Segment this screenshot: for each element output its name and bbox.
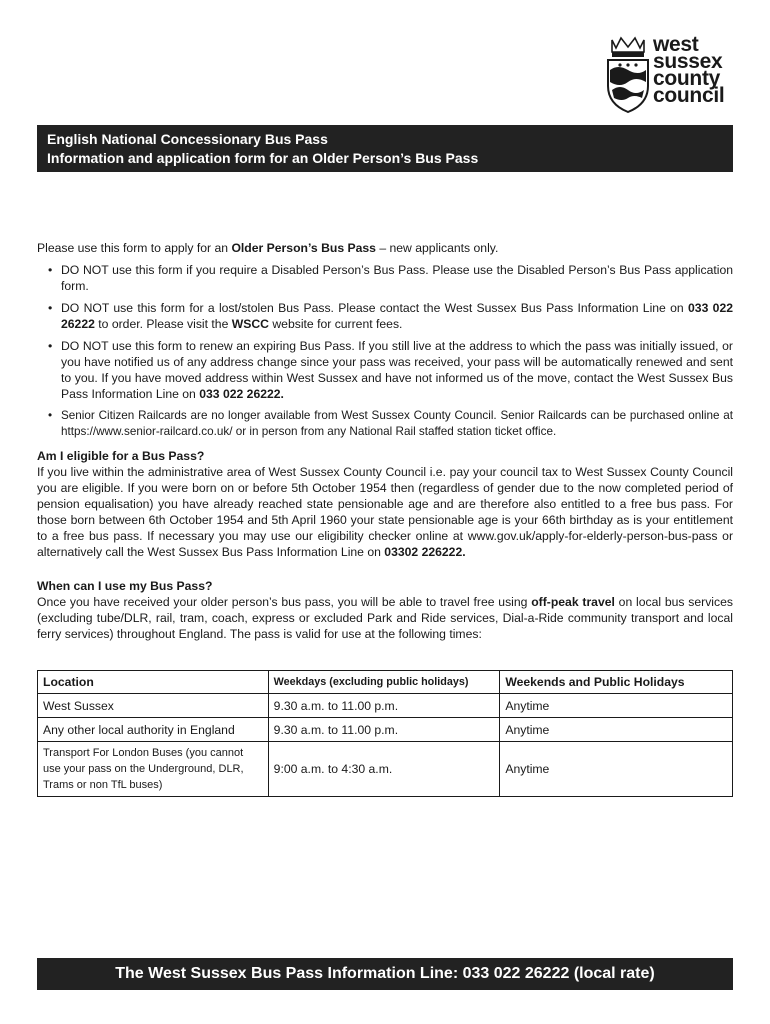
footer-bar bbox=[37, 958, 733, 990]
table-row bbox=[38, 742, 733, 797]
notice-list bbox=[37, 262, 733, 440]
usage-heading: When can I use my Bus Pass? bbox=[37, 579, 213, 593]
table-cell: Anytime bbox=[500, 694, 733, 718]
eligibility-heading: Am I eligible for a Bus Pass? bbox=[37, 449, 205, 463]
council-logo bbox=[606, 33, 738, 116]
logo-line: county bbox=[653, 67, 721, 90]
table-cell: 9.30 a.m. to 11.00 p.m. bbox=[268, 694, 500, 718]
travel-times-table bbox=[37, 670, 733, 797]
crest-icon bbox=[606, 36, 650, 114]
usage-text: Once you have received your older person’s bus pass, you will be able to travel free using bbox=[37, 595, 532, 609]
phone-number: 03302 226222. bbox=[384, 545, 466, 559]
eligibility-paragraph bbox=[37, 464, 733, 560]
eligibility-section bbox=[37, 448, 733, 560]
table-header-row bbox=[38, 671, 733, 694]
title-bar bbox=[37, 125, 733, 172]
phone-number: 033 022 26222. bbox=[199, 387, 284, 401]
bullet-text: Senior Citizen Railcards are no longer available from West Sussex County Council. Senior Railcards can be purchased online at https://www.senior-railcard.co.uk/ or in person from any National Rail staffed station ticket office. bbox=[61, 409, 733, 438]
usage-text: on local bus services (excluding tube/DLR, rail, tram, coach, express or excluded Park and Ride services, Dial-a-Ride community transport and local ferry services) throughout England. The pass is valid for use at the following times: bbox=[37, 595, 733, 641]
main-content bbox=[37, 240, 733, 642]
phone-number: 033 022 26222 bbox=[61, 301, 733, 331]
eligibility-text: If you live within the administrative area of West Sussex County Council i.e. pay your council tax to West Sussex County Council you are eligible. If you were born on or before 5th October 1954 then (regardless of gender due to the now completed period of pension equalisation) you have already reached state pensionable age and are therefore also entitled to a free bus pass. For those born between 6th October 1954 and 5th April 1960 your state pensionable age is your 66th birthday as is your entitlement to a free bus pass. If necessary you may use our eligibility checker online at www.gov.uk/apply-for-elderly-person-bus-pass or alternatively call the West Sussex Bus Pass Information Line on bbox=[37, 465, 733, 559]
logo-line: council bbox=[653, 84, 725, 107]
table-cell: Anytime bbox=[500, 718, 733, 742]
table-row bbox=[38, 718, 733, 742]
list-item bbox=[61, 300, 733, 332]
usage-bold: off-peak travel bbox=[531, 595, 615, 609]
bullet-text: website for current fees. bbox=[268, 317, 403, 331]
usage-section bbox=[37, 578, 733, 642]
table-cell: Anytime bbox=[500, 742, 733, 797]
bullet-text: DO NOT use this form for a lost/stolen Bus Pass. Please contact the West Sussex Bus Pass Information Line on bbox=[61, 301, 689, 315]
wscc-label: WSCC bbox=[231, 317, 269, 331]
logo-line: sussex bbox=[653, 50, 723, 73]
logo-wordmark bbox=[653, 33, 725, 107]
bullet-text: DO NOT use this form to renew an expiring Bus Pass. If you still live at the address to which the pass was initially issued, or you have notified us of any address change since your pass was received, your pass will be automatically renewed and sent to you. If you have moved address within West Sussex and have not informed us of the move, contact the West Sussex Bus Pass Information Line on bbox=[61, 339, 733, 401]
title-line-2: Information and application form for an Older Person’s Bus Pass bbox=[47, 150, 479, 166]
bullet-text: to order. Please visit the bbox=[94, 317, 232, 331]
list-item bbox=[61, 338, 733, 402]
table-cell: 9.30 a.m. to 11.00 p.m. bbox=[268, 718, 500, 742]
table-cell: 9:00 a.m. to 4:30 a.m. bbox=[268, 742, 500, 797]
footer-text: The West Sussex Bus Pass Information Line: 033 022 26222 (local rate) bbox=[115, 965, 655, 982]
intro-text: Please use this form to apply for an bbox=[37, 241, 232, 255]
table-cell: Any other local authority in England bbox=[38, 718, 269, 742]
usage-paragraph bbox=[37, 594, 733, 642]
table-row bbox=[38, 694, 733, 718]
table-cell: Transport For London Buses (you cannot use your pass on the Underground, DLR, Trams or non TfL buses) bbox=[38, 742, 269, 797]
list-item bbox=[61, 408, 733, 440]
column-header-location: Location bbox=[38, 671, 269, 694]
list-item bbox=[61, 262, 733, 294]
intro-text: – new applicants only. bbox=[375, 241, 499, 255]
intro-bold: Older Person’s Bus Pass bbox=[231, 241, 376, 255]
bullet-text: DO NOT use this form if you require a Disabled Person’s Bus Pass. Please use the Disabled Person’s Bus Pass application form. bbox=[61, 263, 733, 293]
logo-line: west bbox=[653, 33, 699, 56]
column-header-weekends: Weekends and Public Holidays bbox=[500, 671, 733, 694]
column-header-weekdays: Weekdays (excluding public holidays) bbox=[268, 671, 500, 694]
table-cell: West Sussex bbox=[38, 694, 269, 718]
title-line-1: English National Concessionary Bus Pass bbox=[47, 131, 328, 147]
intro-paragraph bbox=[37, 240, 733, 256]
